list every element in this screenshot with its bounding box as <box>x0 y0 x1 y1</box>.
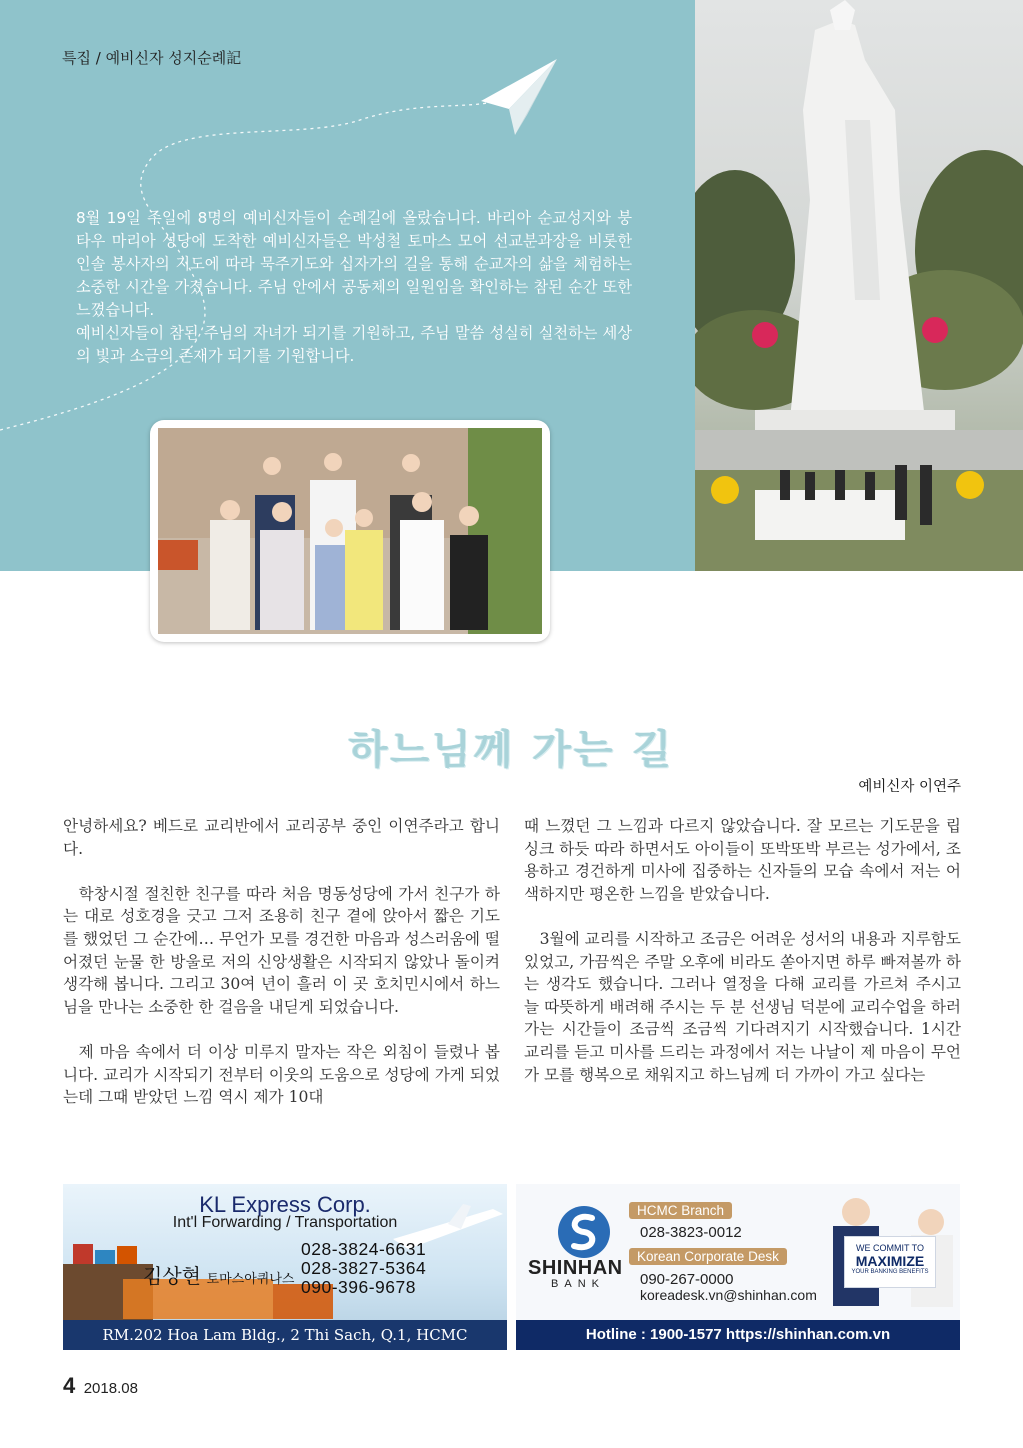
kl-phone[interactable]: 028-3827-5364 <box>301 1258 427 1278</box>
group-photo-illustration <box>150 420 550 642</box>
ad-shinhan-bank[interactable] <box>516 1184 960 1350</box>
kl-phone[interactable]: 090-396-9678 <box>301 1277 416 1297</box>
article-paragraph: 안녕하세요? 베드로 교리반에서 교리공부 중인 이연주라고 합니다. <box>63 817 500 858</box>
ad-kl-express[interactable] <box>63 1184 507 1350</box>
group-photo <box>150 420 550 642</box>
desk-email[interactable]: koreadesk.vn@shinhan.com <box>640 1287 817 1303</box>
article-author: 예비신자 이연주 <box>858 779 961 795</box>
article-column-left <box>63 815 500 1131</box>
desk-label: Korean Corporate Desk <box>629 1248 787 1265</box>
article-column-right <box>524 815 961 1109</box>
page-footer <box>63 1373 138 1399</box>
article-paragraph: 제 마음 속에서 더 이상 미루지 말자는 작은 외침이 들렸나 봅니다. 교리가 시작되기 전부터 이웃의 도움으로 성당에 가게 되었는데 그때 받았던 느낌 역시 제가 10대 <box>63 1042 500 1107</box>
article-paragraph: 3월에 교리를 시작하고 조금은 어려운 성서의 내용과 지루함도 있었고, 가끔씩은 주말 오후에 비라도 쏟아지면 하루 빠져볼까 하는 생각도 했습니다. 그러나 열정을 다해 교리를 가르쳐 주시고 늘 따뜻하게 배려해 주시는 두 분 선생님 덕분에 교리수업을 하러 가는 시간들이 조금씩 조금씩 기다려지기 시작했습니다. 1시간 교리를 듣고 미사를 드리는 과정에서 저는 나날이 제 마음이 무언가 모를 행복으로 채워지고 하느님께 더 가까이 가고 싶다는 <box>524 929 961 1084</box>
commit-line: WE COMMIT TO <box>855 1243 924 1253</box>
issue-date: 2018.08 <box>83 1380 138 1397</box>
paper-plane-icon <box>475 55 565 145</box>
kl-person-name: 김상현 <box>143 1266 201 1288</box>
shinhan-hotline[interactable]: Hotline : 1900-1577 https://shinhan.com.vn <box>516 1320 960 1350</box>
article-paragraph: 학창시절 절친한 친구를 따라 처음 명동성당에 가서 친구가 하는 대로 성호경을 긋고 그저 조용히 친구 곁에 앉아서 짧은 기도를 했었던 그 순간에… 무언가 모를 경건한 마음과 성스러움에 떨어졌던 눈물 한 방울로 저의 신앙생활은 시작되지 않았나 돌이켜 생각해 봅니다. 그리고 30여 년이 흘러 이 곳 호치민시에서 하느님을 만나는 소중한 한 걸음을 내딛게 되었습니다. <box>63 884 500 1016</box>
branch-phone[interactable]: 028-3823-0012 <box>640 1224 742 1241</box>
shinhan-brand-sub: BANK <box>551 1278 605 1290</box>
kl-company-name: KL Express Corp. <box>199 1192 371 1217</box>
statue-photo <box>695 0 1023 571</box>
kl-phone[interactable]: 028-3824-6631 <box>301 1239 427 1259</box>
shinhan-logo-icon <box>554 1202 614 1262</box>
intro-paragraph: 8월 19일 주일에 8명의 예비신자들이 순례길에 올랐습니다. 바리아 순교성지와 붕타우 마리아 성당에 도착한 예비신자들은 박성철 토마스 모어 선교분과장을 비롯한 인솔 봉사자의 지도에 따라 묵주기도와 십자가의 길을 통해 순교자의 삶을 체험하는 소중한 시간을 가졌습니다. 주님 안에서 공동체의 일원임을 확인하는 참된 순간 또한 느꼈습니다. <box>76 209 632 319</box>
commit-line: MAXIMIZE <box>855 1253 925 1269</box>
kl-address: RM.202 Hoa Lam Bldg., 2 Thi Sach, Q.1, HCMC <box>63 1320 507 1350</box>
intro-text <box>76 207 632 368</box>
section-tag: 특집 / 예비신자 성지순례記 <box>62 49 242 67</box>
branch-label: HCMC Branch <box>629 1202 732 1219</box>
kl-phone-list <box>301 1240 426 1297</box>
statue-illustration <box>695 0 1023 571</box>
article-title: 하느님께 가는 길 <box>348 726 675 773</box>
article-paragraph: 때 느꼈던 그 느낌과 다르지 않았습니다. 잘 모르는 기도문을 립싱크 하듯 따라 하면서도 아이들이 또박또박 부르는 성가에서, 조용하고 경건하게 미사에 집중하는 신자들의 모습 속에서 저는 어색하지만 평온한 느낌을 받았습니다. <box>524 817 961 903</box>
kl-services: Int'l Forwarding / Transportation <box>172 1214 398 1231</box>
desk-phone[interactable]: 090-267-0000 <box>640 1271 734 1288</box>
kl-contact-person <box>143 1260 294 1289</box>
page-number: 4 <box>63 1373 76 1398</box>
shinhan-brand: SHINHAN <box>528 1257 623 1279</box>
kl-person-baptismal: 토마스아퀴나스 <box>206 1271 295 1286</box>
intro-paragraph: 예비신자들이 참된 주님의 자녀가 되기를 기원하고, 주님 말씀 성실히 실천하는 세상의 빛과 소금의 존재가 되기를 기원합니다. <box>76 324 632 365</box>
commit-line: YOUR BANKING BENEFITS <box>851 1269 929 1275</box>
commit-sign <box>844 1236 936 1288</box>
